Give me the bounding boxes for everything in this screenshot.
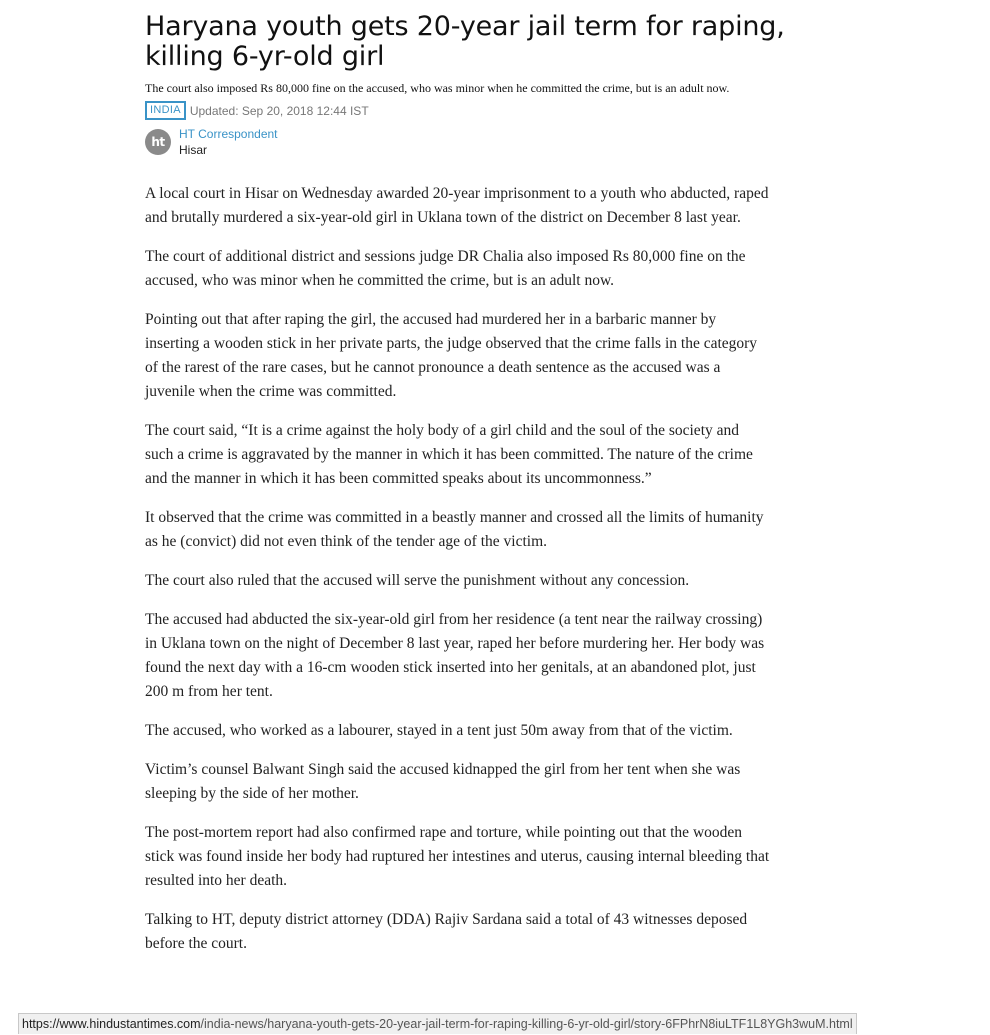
paragraph: Pointing out that after raping the girl, the accused had murdered her in a barbaric manner by inserting a wooden stick in her private parts, the judge observed that the crime falls in the category of the rarest of the rare cases, but he cannot pronounce a death sentence as the accused was a juvenile when the crime was committed. — [145, 311, 758, 400]
status-url-path: /india-news/haryana-youth-gets-20-year-jail-term-for-raping-killing-6-yr-old-girl/story-6FPhrN8iuLTF1L8YGh3wuM.html — [200, 1017, 853, 1031]
paragraph: The court said, “It is a crime against the holy body of a girl child and the soul of the society and such a crime is aggravated by the manner in which it has been committed. The nature of the crime and the manner in which it has been committed speaks about its uncommonness.” — [145, 422, 753, 487]
paragraph: It observed that the crime was committed in a beastly manner and crossed all the limits of humanity as he (convict) did not even think of the tender age of the victim. — [145, 509, 764, 550]
updated-timestamp: Updated: Sep 20, 2018 12:44 IST — [189, 103, 369, 118]
page-title: Haryana youth gets 20-year jail term for raping, killing 6-yr-old girl — [145, 11, 785, 72]
author-avatar: ht — [145, 129, 171, 155]
article-summary: The court also imposed Rs 80,000 fine on the accused, who was minor when he committed the crime, but is an adult now. — [145, 81, 730, 95]
article-header — [145, 12, 865, 158]
paragraph: The court also ruled that the accused will serve the punishment without any concession. — [145, 572, 690, 589]
section-tag[interactable]: INDIA — [145, 101, 186, 120]
paragraph: The accused, who worked as a labourer, stayed in a tent just 50m away from that of the victim. — [145, 722, 733, 739]
status-url-domain: https://www.hindustantimes.com — [22, 1017, 201, 1031]
article-meta — [145, 101, 865, 120]
paragraph: The court of additional district and sessions judge DR Chalia also imposed Rs 80,000 fine on the accused, who was minor when he committed the crime, but is an adult now. — [145, 248, 746, 289]
dateline-location: Hisar — [179, 143, 208, 157]
author-link[interactable]: HT Correspondent — [179, 127, 278, 141]
article-body — [145, 182, 770, 971]
link-status-bar — [18, 1013, 857, 1034]
author-block — [179, 126, 278, 158]
paragraph: The accused had abducted the six-year-old girl from her residence (a tent near the railway crossing) in Uklana town on the night of December 8 last year, raped her before murdering her. Her body was found the next day with a 16-cm wooden stick inserted into her genitals, at an abandoned plot, just 200 m from her tent. — [145, 611, 765, 700]
paragraph: Talking to HT, deputy district attorney (DDA) Rajiv Sardana said a total of 43 witnesses deposed before the court. — [145, 911, 748, 952]
paragraph: Victim’s counsel Balwant Singh said the accused kidnapped the girl from her tent when she was sleeping by the side of her mother. — [145, 761, 741, 802]
byline — [145, 126, 865, 158]
paragraph: A local court in Hisar on Wednesday awarded 20-year imprisonment to a youth who abducted, raped and brutally murdered a six-year-old girl in Uklana town of the district on December 8 last year. — [145, 185, 769, 226]
paragraph: The post-mortem report had also confirmed rape and torture, while pointing out that the wooden stick was found inside her body had ruptured her intestines and uterus, causing internal bleeding that resulted into her death. — [145, 824, 770, 889]
